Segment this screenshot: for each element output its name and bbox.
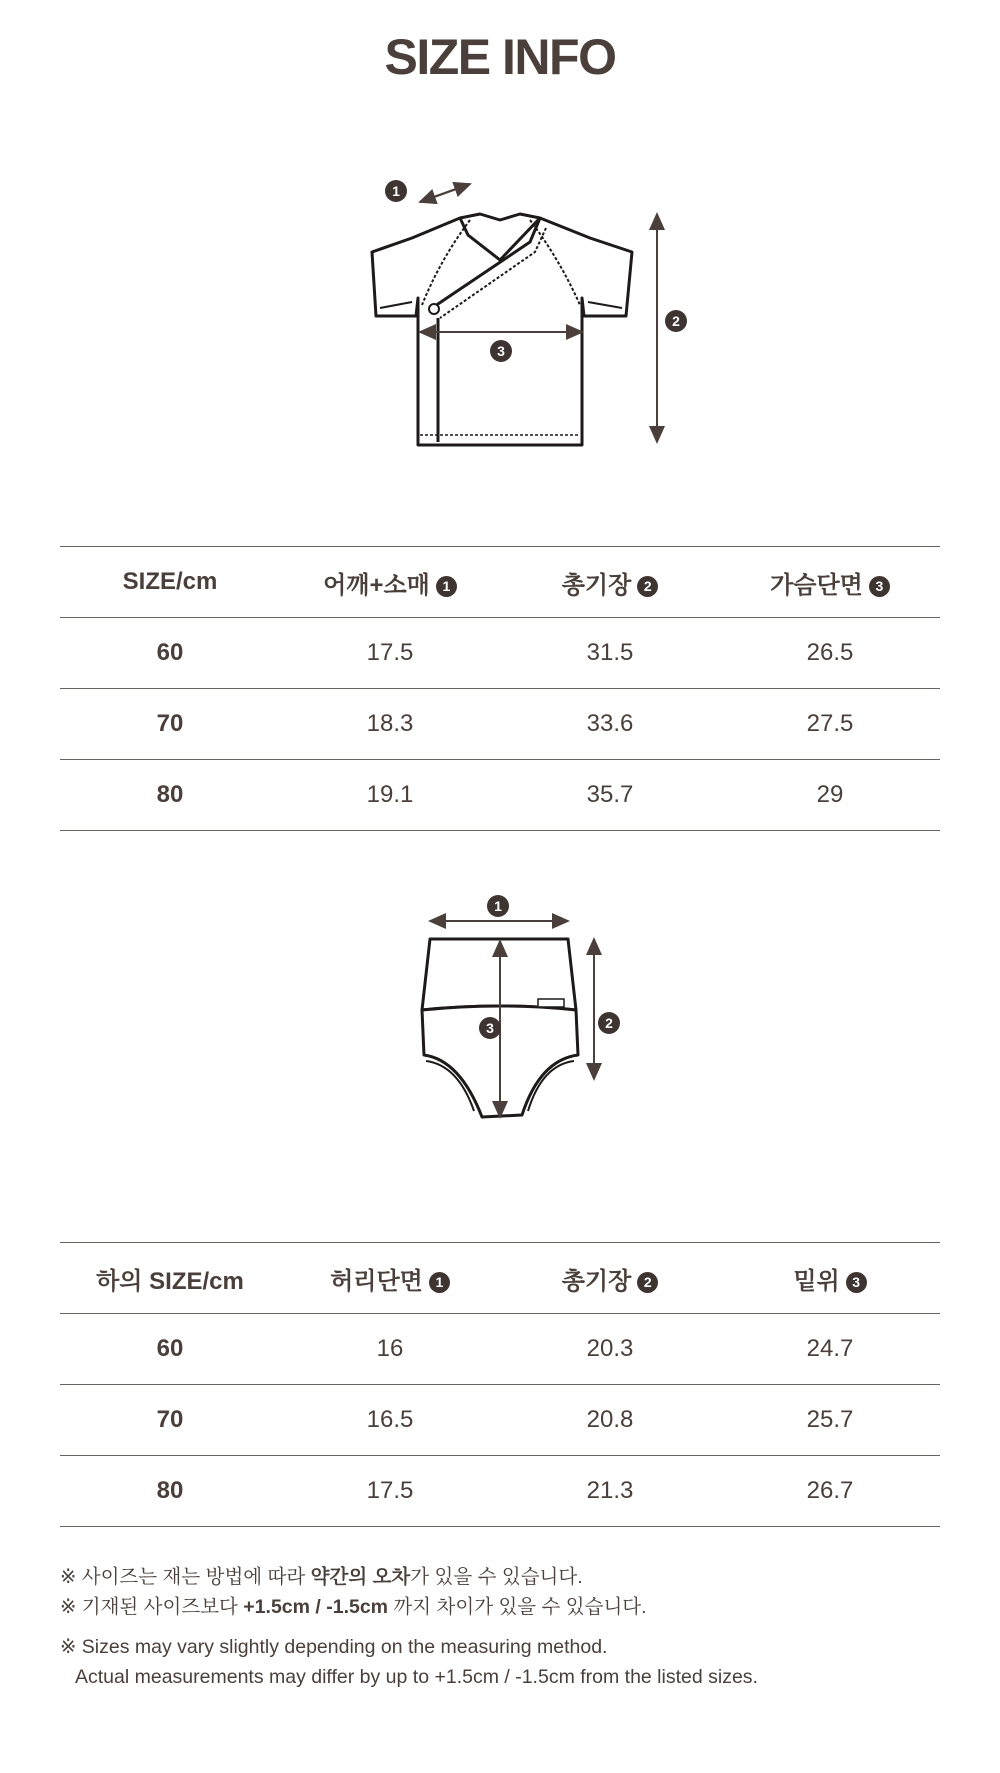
note-english-2: Actual measurements may differ by up to +1.5cm / -1.5cm from the listed sizes. <box>75 1666 758 1688</box>
note-korean-2: ※ 기재된 사이즈보다 +1.5cm / -1.5cm 까지 차이가 있을 수 있습니다. <box>60 1596 647 1618</box>
page-title: SIZE INFO <box>384 29 616 85</box>
marker-1-bottom: 1 <box>487 895 509 917</box>
marker-1-top: 1 <box>385 180 407 202</box>
size-notes <box>60 1562 960 1692</box>
marker-2-top: 2 <box>665 310 687 332</box>
header-size: 하의 SIZE/cm <box>60 1243 280 1314</box>
bottom-size-table <box>60 1242 940 1527</box>
bottom-garment-diagram <box>410 905 630 1135</box>
top-garment-diagram <box>360 180 700 450</box>
table-header-row <box>60 547 940 618</box>
header-waist-width: 허리단면 1 <box>280 1243 500 1314</box>
table-row: 80 19.1 35.7 29 <box>60 760 940 831</box>
table-row: 60 16 20.3 24.7 <box>60 1314 940 1385</box>
top-size-table <box>60 546 940 831</box>
table-row: 60 17.5 31.5 26.5 <box>60 618 940 689</box>
note-english-1: ※ Sizes may vary slightly depending on the measuring method. <box>60 1636 608 1658</box>
header-shoulder-sleeve: 어깨+소매 1 <box>280 547 500 618</box>
marker-3-top: 3 <box>490 340 512 362</box>
table-row: 70 16.5 20.8 25.7 <box>60 1385 940 1456</box>
note-korean-1: ※ 사이즈는 재는 방법에 따라 약간의 오차가 있을 수 있습니다. <box>60 1566 583 1588</box>
table-row: 80 17.5 21.3 26.7 <box>60 1456 940 1527</box>
header-chest-width: 가슴단면 3 <box>720 547 940 618</box>
header-total-length: 총기장 2 <box>500 547 720 618</box>
header-size: SIZE/cm <box>60 547 280 618</box>
table-row: 70 18.3 33.6 27.5 <box>60 689 940 760</box>
marker-3-bottom: 3 <box>479 1017 501 1039</box>
header-rise: 밑위 3 <box>720 1243 940 1314</box>
header-total-length: 총기장 2 <box>500 1243 720 1314</box>
marker-2-bottom: 2 <box>598 1012 620 1034</box>
table-header-row <box>60 1243 940 1314</box>
